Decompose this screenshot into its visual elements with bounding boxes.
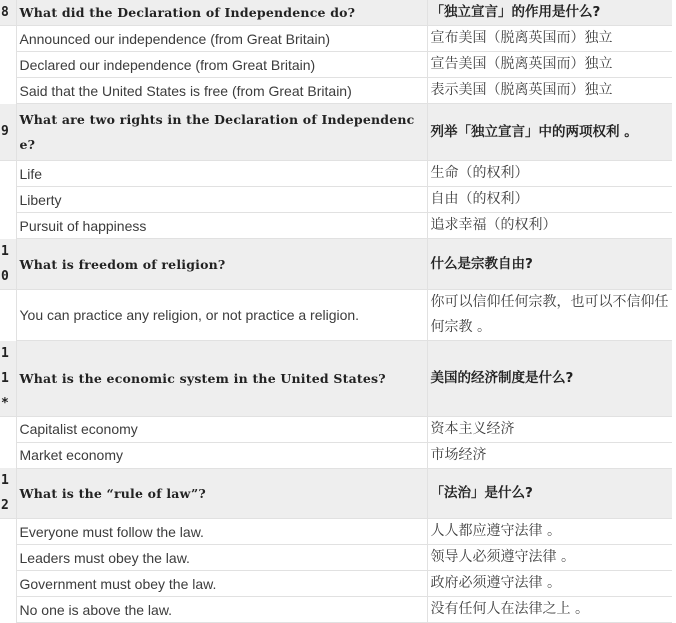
answer-spacer [0, 26, 16, 52]
answer-en: Everyone must follow the law. [16, 519, 427, 545]
question-row [0, 104, 672, 161]
answer-zh: 没有任何人在法律之上 。 [427, 597, 672, 623]
question-zh: 「法治」是什么? [427, 468, 672, 519]
question-row [0, 0, 672, 26]
answer-zh: 领导人必须遵守法律 。 [427, 545, 672, 571]
question-number [0, 468, 16, 519]
question-zh: 列举「独立宣言」中的两项权利 。 [427, 104, 672, 161]
answer-zh: 人人都应遵守法律 。 [427, 519, 672, 545]
question-en: What did the Declaration of Independence do? [16, 0, 427, 26]
question-number [0, 104, 16, 161]
answer-row [0, 161, 672, 187]
question-number [0, 341, 16, 417]
answer-row [0, 290, 672, 341]
question-en: What is the “rule of law”? [16, 468, 427, 519]
question-en: What is freedom of religion? [16, 239, 427, 290]
question-zh: 美国的经济制度是什么? [427, 341, 672, 417]
question-en: What are two rights in the Declaration of Independence? [16, 104, 427, 161]
answer-spacer [0, 545, 16, 571]
answer-en: Life [16, 161, 427, 187]
question-number-text: 11* [1, 345, 9, 411]
question-en: What is the economic system in the United States? [16, 341, 427, 417]
answer-spacer [0, 78, 16, 104]
question-number-text: 9 [1, 124, 9, 140]
question-number-text: 12 [1, 473, 9, 513]
answer-zh: 市场经济 [427, 442, 672, 468]
answer-en: Government must obey the law. [16, 571, 427, 597]
question-number [0, 239, 16, 290]
answer-spacer [0, 597, 16, 623]
answer-zh: 生命（的权利） [427, 161, 672, 187]
answer-en: Liberty [16, 187, 427, 213]
question-number [0, 0, 16, 26]
answer-row [0, 78, 672, 104]
answer-en: Market economy [16, 442, 427, 468]
answer-en: Declared our independence (from Great Britain) [16, 52, 427, 78]
answer-spacer [0, 442, 16, 468]
answer-zh: 你可以信仰任何宗教，也可以不信仰任何宗教 。 [427, 290, 672, 341]
answer-row [0, 213, 672, 239]
answer-spacer [0, 290, 16, 341]
answer-en: No one is above the law. [16, 597, 427, 623]
question-number-text: 8 [1, 5, 9, 20]
answer-spacer [0, 519, 16, 545]
answer-en: You can practice any religion, or not practice a religion. [16, 290, 427, 341]
answer-spacer [0, 161, 16, 187]
answer-en: Said that the United States is free (from Great Britain) [16, 78, 427, 104]
answer-zh: 追求幸福（的权利） [427, 213, 672, 239]
answer-zh: 政府必须遵守法律 。 [427, 571, 672, 597]
question-zh: 「独立宣言」的作用是什么? [427, 0, 672, 26]
answer-row [0, 26, 672, 52]
answer-row [0, 545, 672, 571]
answer-row [0, 187, 672, 213]
answer-spacer [0, 416, 16, 442]
answer-zh: 资本主义经济 [427, 416, 672, 442]
question-row [0, 341, 672, 417]
answer-spacer [0, 52, 16, 78]
question-row [0, 468, 672, 519]
answer-row [0, 416, 672, 442]
question-zh: 什么是宗教自由? [427, 239, 672, 290]
answer-row [0, 52, 672, 78]
answer-row [0, 519, 672, 545]
answer-en: Capitalist economy [16, 416, 427, 442]
answer-en: Announced our independence (from Great Britain) [16, 26, 427, 52]
answer-en: Leaders must obey the law. [16, 545, 427, 571]
answer-zh: 表示美国（脱离英国而）独立 [427, 78, 672, 104]
answer-row [0, 597, 672, 623]
answer-zh: 宣布美国（脱离英国而）独立 [427, 26, 672, 52]
answer-spacer [0, 571, 16, 597]
answer-row [0, 571, 672, 597]
answer-row [0, 442, 672, 468]
answer-spacer [0, 213, 16, 239]
question-row [0, 239, 672, 290]
answer-zh: 自由（的权利） [427, 187, 672, 213]
answer-en: Pursuit of happiness [16, 213, 427, 239]
answer-zh: 宣告美国（脱离英国而）独立 [427, 52, 672, 78]
answer-spacer [0, 187, 16, 213]
question-number-text: 10 [1, 243, 9, 284]
